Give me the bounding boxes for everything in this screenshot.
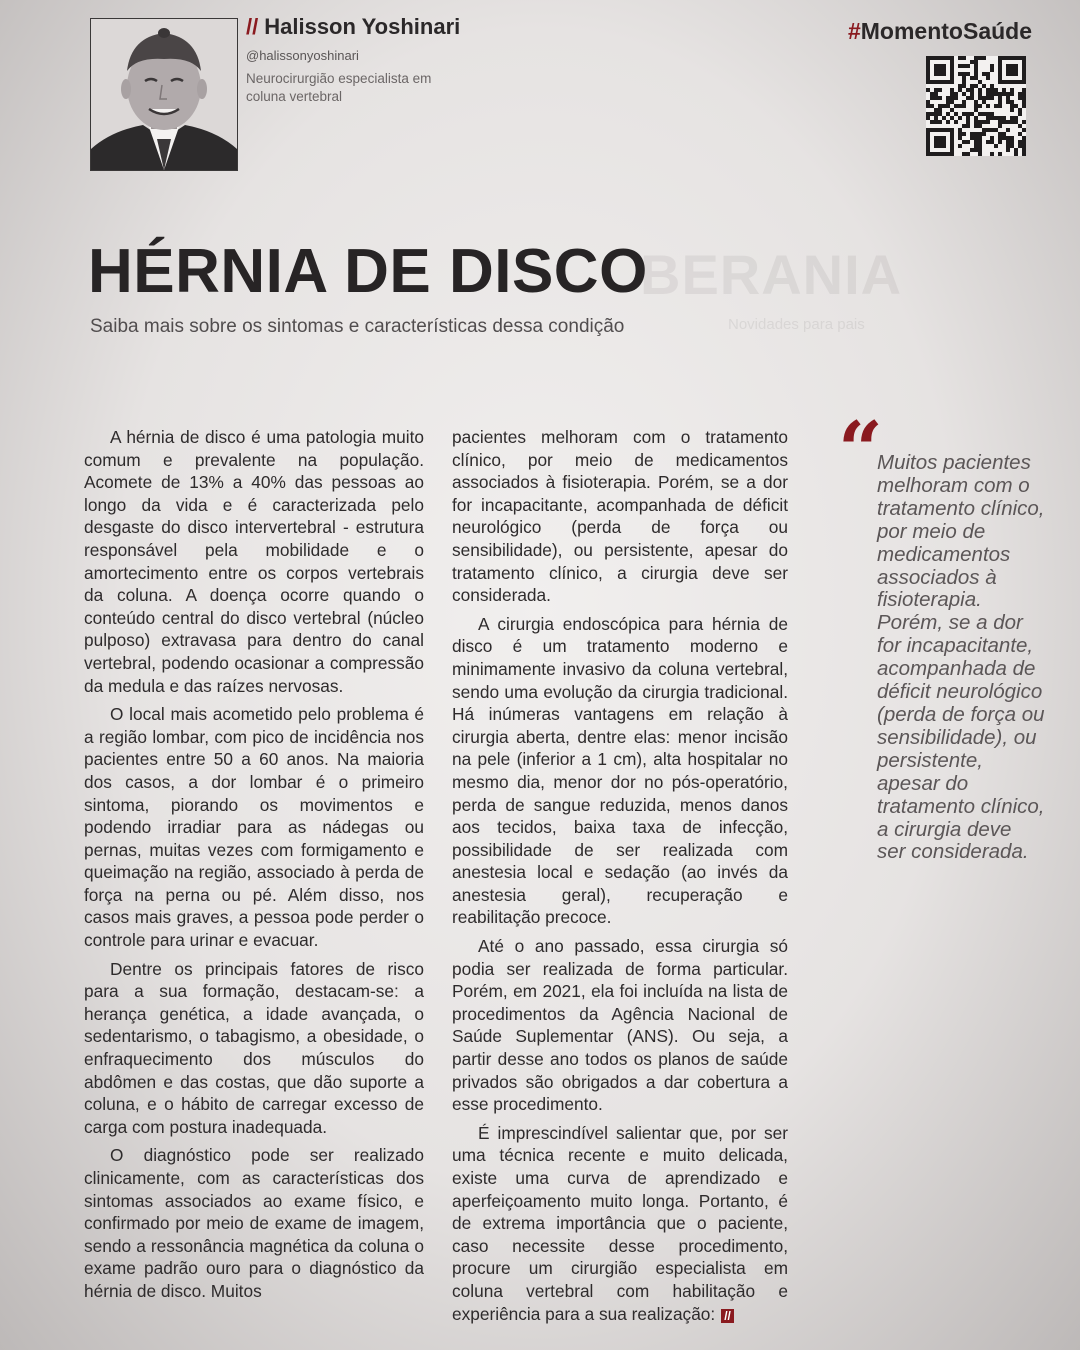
paragraph: O diagnóstico pode ser realizado clinicamente, com as características dos sintomas associados ao exame físico, e confirmado por meio de exame de imagem, sendo a ressonância magnética da coluna o exame padrão ouro para o diagnóstico da hérnia de disco. Muitos bbox=[84, 1145, 424, 1301]
paragraph: pacientes melhoram com o tratamento clínico, por meio de medicamentos associados à fisioterapia. Porém, se a dor for incapacitante, acompanhada de déficit neurológico (perda de força ou sensibilidade), ou persistente, apesar do tratamento clínico, a cirurgia deve ser considerada. bbox=[452, 427, 788, 606]
author-photo bbox=[90, 18, 238, 171]
paragraph: A hérnia de disco é uma patologia muito comum e prevalente na população. Acomete de 13% a 40% das pessoas ao longo da vida e é caracterizada pelo desgaste do disco intervertebral - estrutura responsável pela mobilidade e o amortecimento entre os corpos vertebrais da coluna. A doença ocorre quando o conteúdo central do disco vertebral (núcleo pulposo) extravasa para dentro do canal vertebral, podendo ocasionar a compressão da medula e das raízes nervosas. bbox=[84, 427, 424, 696]
pull-quote: Muitos pacientes melhoram com o tratamento clínico, por meio de medicamentos associados à fisioterapia. Porém, se a dor for incapacitante, acompanhada de déficit neurológico (perda de força ou sensibilidade), ou persistente, apesar do tratamento clínico, a cirurgia deve ser considerada. bbox=[877, 451, 1045, 864]
article-title: HÉRNIA DE DISCO bbox=[88, 237, 648, 306]
quote-mark-icon: “ bbox=[838, 405, 883, 496]
paragraph: A cirurgia endoscópica para hérnia de disco é um tratamento moderno e minimamente invasivo da coluna vertebral, sendo uma evolução da cirurgia tradicional. Há inúmeras vantagens em relação à cirurgia aberta, dentre elas: menor incisão na pele (inferior a 1 cm), alta hospitalar no mesmo dia, menor dor no pós-operatório, perda de sangue reduzida, menos danos aos tecidos, baixa taxa de infecção, possibilidade de ser realizada com anestesia local e sedação (ao invés da anestesia geral), recuperação e reabilitação precoce. bbox=[452, 613, 788, 928]
author-byline bbox=[246, 14, 506, 104]
paragraph: Até o ano passado, essa cirurgia só podia ser realizada de forma particular. Porém, em 2021, ela foi incluída na lista de procedimentos da Agência Nacional de Saúde Suplementar (ANS). Ou seja, a partir desse ano todos os planos de saúde privados são obrigados a dar cobertura a esse procedimento. bbox=[452, 936, 788, 1115]
paragraph-last bbox=[452, 1122, 788, 1327]
author-role: Neurocirurgião especialista em coluna vertebral bbox=[246, 71, 432, 104]
paragraph-text: É imprescindível salientar que, por ser uma técnica recente e muito delicada, existe uma curva de aprendizado e aperfeiçoamento muito longa. Portanto, é de extrema importância que o paciente, caso necessite desse procedimento, procure um cirurgião especialista em coluna vertebral com habilitação e experiência para a sua realização: bbox=[452, 1122, 788, 1324]
show-through-subtitle: Novidades para pais bbox=[728, 316, 865, 333]
author-name bbox=[246, 14, 506, 40]
qr-code-icon[interactable] bbox=[926, 56, 1026, 156]
article-column-1 bbox=[84, 426, 424, 1309]
section-hashtag bbox=[848, 18, 1032, 45]
paragraph: Dentre os principais fatores de risco para a sua formação, destacam-se: a herança genética, a idade avançada, o sedentarismo, o tabagismo, a obesidade, o enfraquecimento dos músculos do abdômen e das costas, que dão suporte a coluna, e o hábito de carregar excesso de carga com postura inadequada. bbox=[84, 958, 424, 1137]
author-name-text: Halisson Yoshinari bbox=[264, 14, 461, 39]
end-mark: // bbox=[721, 1309, 734, 1323]
article-column-2 bbox=[452, 426, 788, 1333]
show-through-title: BERANIA bbox=[640, 243, 903, 306]
article-subtitle: Saiba mais sobre os sintomas e características dessa condição bbox=[90, 316, 625, 337]
author-handle: @halissonyoshinari bbox=[246, 48, 359, 63]
hashtag-text: MomentoSaúde bbox=[860, 18, 1032, 44]
author-slash: // bbox=[246, 14, 259, 39]
paragraph: O local mais acometido pelo problema é a região lombar, com pico de incidência nos pacientes entre 50 a 60 anos. Na maioria dos casos, a dor lombar é o primeiro sintoma, piorando os movimentos e podendo irradiar para as nádegas ou pernas, muitas vezes com formigamento e queimação na região, associado à perda de força na perna ou pé. Além disso, nos casos mais graves, a pessoa pode perder o controle para urinar e evacuar. bbox=[84, 704, 424, 951]
hashtag-mark: # bbox=[847, 18, 861, 44]
